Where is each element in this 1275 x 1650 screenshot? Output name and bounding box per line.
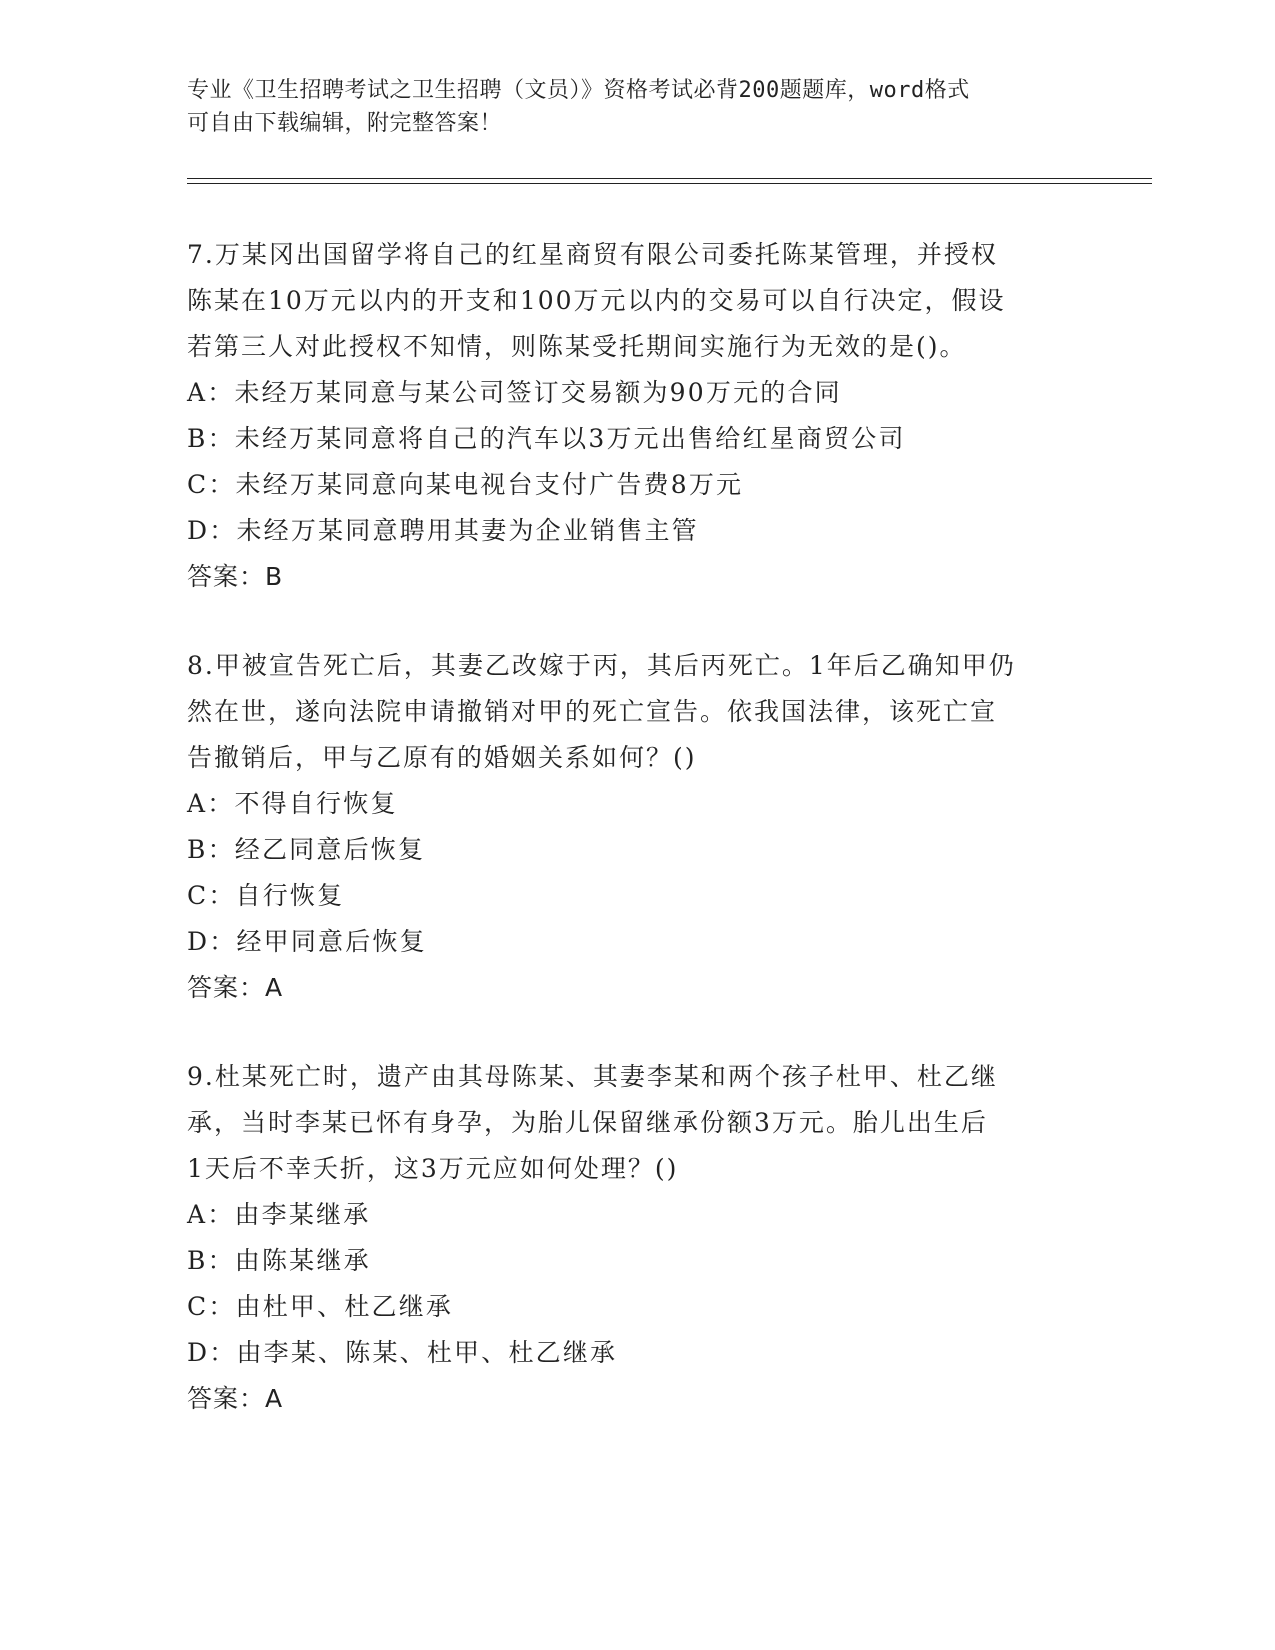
- question-9: [187, 1054, 1087, 1422]
- header-title-line-1: 专业《卫生招聘考试之卫生招聘（文员）》资格考试必背200题题库，word格式: [187, 78, 970, 103]
- option-d: D：未经万某同意聘用其妻为企业销售主管: [187, 516, 699, 545]
- answer-label: 答案：A: [187, 973, 284, 1002]
- answer-label: 答案：A: [187, 1384, 284, 1413]
- option-b: B：经乙同意后恢复: [187, 835, 426, 864]
- header-divider-top: [187, 178, 1152, 179]
- header-title-line-2: 可自由下载编辑，附完整答案！: [187, 111, 503, 136]
- question-stem-line: 1天后不幸夭折，这3万元应如何处理？(): [187, 1154, 679, 1183]
- option-b: B：未经万某同意将自己的汽车以3万元出售给红星商贸公司: [187, 424, 906, 453]
- question-stem-line: 然在世，遂向法院申请撤销对甲的死亡宣告。依我国法律，该死亡宣: [187, 697, 998, 726]
- question-7: [187, 232, 1087, 600]
- question-stem-line: 陈某在10万元以内的开支和100万元以内的交易可以自行决定，假设: [187, 286, 1006, 315]
- header-divider-bottom: [187, 183, 1152, 184]
- answer-label: 答案：B: [187, 562, 284, 591]
- option-c: C：自行恢复: [187, 881, 345, 910]
- document-header: [187, 74, 1087, 140]
- question-stem-line: 若第三人对此授权不知情，则陈某受托期间实施行为无效的是()。: [187, 332, 967, 361]
- option-a: A：不得自行恢复: [187, 789, 398, 818]
- question-stem-line: 8.甲被宣告死亡后，其妻乙改嫁于丙，其后丙死亡。1年后乙确知甲仍: [187, 651, 1016, 680]
- question-stem-line: 承，当时李某已怀有身孕，为胎儿保留继承份额3万元。胎儿出生后: [187, 1108, 988, 1137]
- option-b: B：由陈某继承: [187, 1246, 371, 1275]
- option-c: C：未经万某同意向某电视台支付广告费8万元: [187, 470, 744, 499]
- option-d: D：由李某、陈某、杜甲、杜乙继承: [187, 1338, 618, 1367]
- option-a: A：由李某继承: [187, 1200, 371, 1229]
- option-a: A：未经万某同意与某公司签订交易额为90万元的合同: [187, 378, 842, 407]
- question-stem-line: 7.万某冈出国留学将自己的红星商贸有限公司委托陈某管理，并授权: [187, 240, 998, 269]
- question-8: [187, 643, 1087, 1011]
- question-stem-line: 告撤销后，甲与乙原有的婚姻关系如何？(): [187, 743, 697, 772]
- option-c: C：由杜甲、杜乙继承: [187, 1292, 454, 1321]
- question-stem-line: 9.杜某死亡时，遗产由其母陈某、其妻李某和两个孩子杜甲、杜乙继: [187, 1062, 998, 1091]
- option-d: D：经甲同意后恢复: [187, 927, 427, 956]
